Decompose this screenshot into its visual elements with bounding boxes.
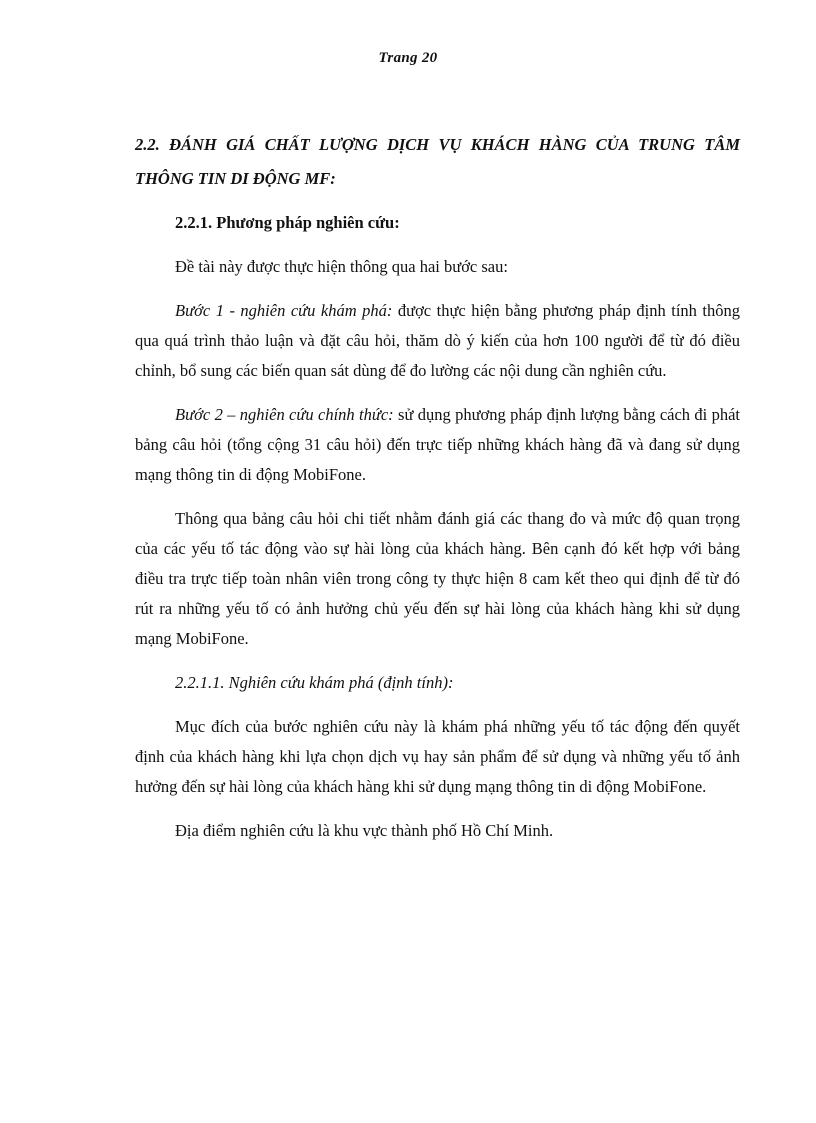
- step1-text: được thực hiện bằng phương pháp định tính thông qua quá trình thảo luận và đặt câu hỏi, thăm dò ý kiến của hơn 100 người để từ đó điều chỉnh, bổ sung các biến quan sát dùng để đo lường các nội dung cần nghiên cứu.: [135, 301, 740, 380]
- intro-paragraph: Đề tài này được thực hiện thông qua hai bước sau:: [175, 257, 508, 276]
- subsection-heading: 2.2.1. Phương pháp nghiên cứu:: [175, 213, 400, 232]
- questionnaire-paragraph: Thông qua bảng câu hỏi chi tiết nhằm đánh giá các thang đo và mức độ quan trọng của các yếu tố tác động vào sự hài lòng của khách hàng. Bên cạnh đó kết hợp với bảng điều tra trực tiếp toàn nhân viên trong công ty thực hiện 8 cam kết theo qui định để từ đó rút ra những yếu tố có ảnh hưởng chủ yếu đến sự hài lòng của khách hàng khi sử dụng mạng MobiFone.: [135, 509, 740, 648]
- document-body: [135, 128, 740, 860]
- section-heading: 2.2. ĐÁNH GIÁ CHẤT LƯỢNG DỊCH VỤ KHÁCH HÀNG CỦA TRUNG TÂM THÔNG TIN DI ĐỘNG MF:: [135, 135, 740, 188]
- step2-label: Bước 2 – nghiên cứu chính thức:: [175, 405, 394, 424]
- step1-paragraph: [135, 296, 740, 386]
- step2-paragraph: [135, 400, 740, 490]
- subsubsection-heading: 2.2.1.1. Nghiên cứu khám phá (định tính):: [175, 673, 454, 692]
- step2-text: sử dụng phương pháp định lượng bằng cách đi phát bảng câu hỏi (tổng cộng 31 câu hỏi) đến trực tiếp những khách hàng đã và đang sử dụng mạng thông tin di động MobiFone.: [135, 405, 741, 484]
- purpose-paragraph: Mục đích của bước nghiên cứu này là khám phá những yếu tố tác động đến quyết định của khách hàng khi lựa chọn dịch vụ hay sản phẩm để sử dụng và những yếu tố ảnh hưởng đến sự hài lòng của khách hàng khi sử dụng mạng thông tin di động MobiFone.: [135, 717, 740, 796]
- step1-label: Bước 1 - nghiên cứu khám phá:: [175, 301, 393, 320]
- page-number: Trang 20: [378, 50, 438, 66]
- location-paragraph: Địa điểm nghiên cứu là khu vực thành phố Hồ Chí Minh.: [175, 821, 554, 840]
